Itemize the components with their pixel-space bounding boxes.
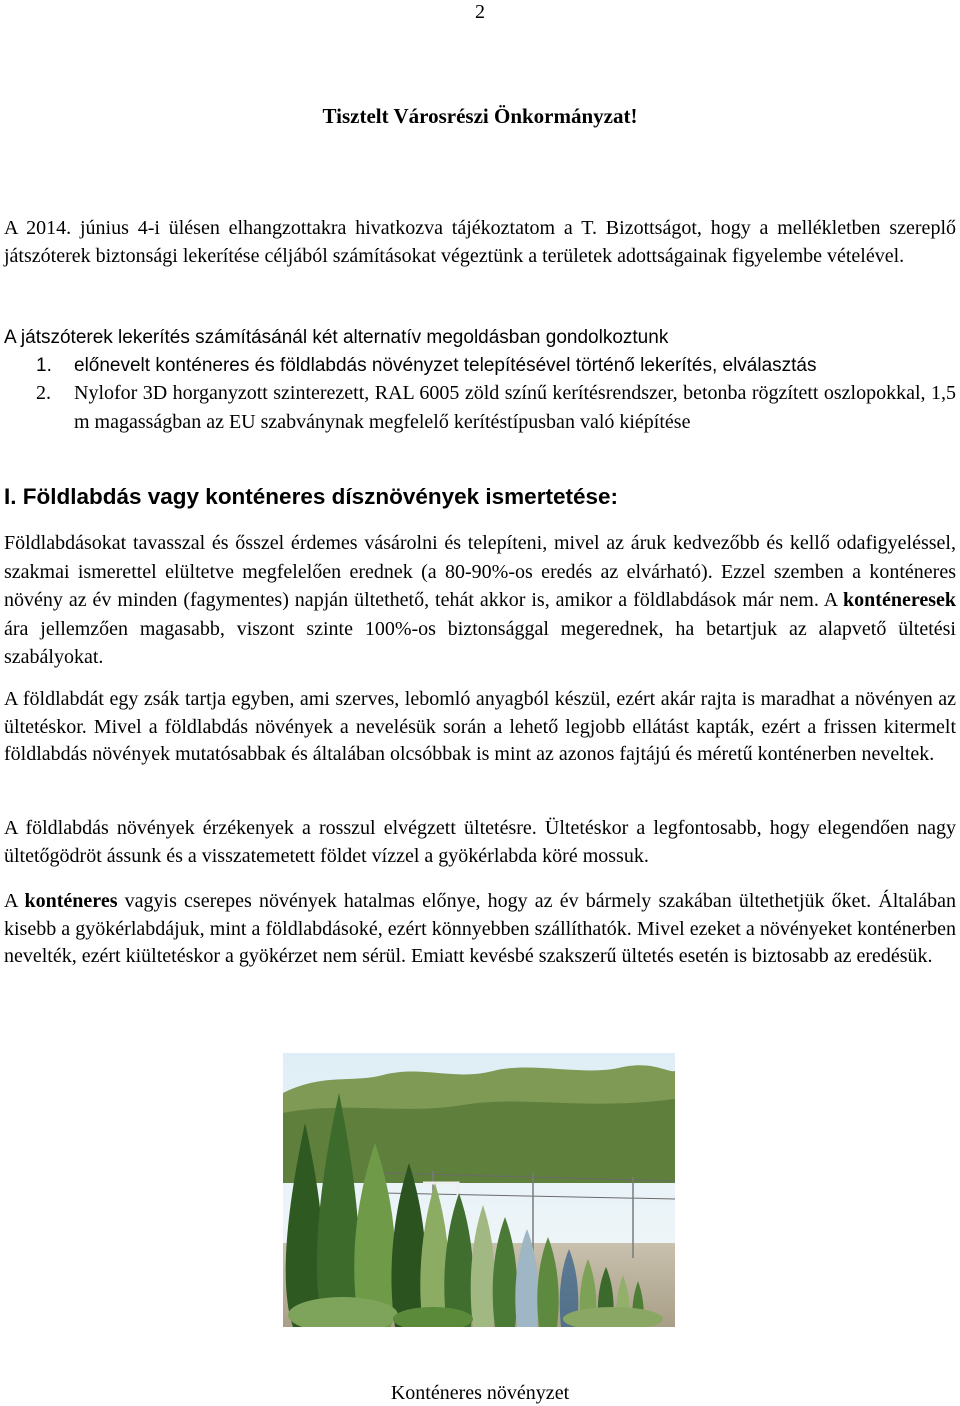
alternatives-heading: A játszóterek lekerítés számításánál két alternatív megoldásban gondolkoztunk: [4, 327, 669, 348]
paragraph-1-part-a: Földlabdásokat tavasszal és ősszel érdemes vásárolni és telepíteni, mivel az áruk kedvezőbb és kellő odafigyeléssel, szakmai ismerettel elültetve megfelelően erednek (a 80-90%-os eredés az elvárható). Ezzel szemben a konténeres növény az év minden (fagymentes) napján ültethető, tehát akkor is, amikor a földlabdások már nem. A: [4, 532, 956, 611]
paragraph-3: A földlabdás növények érzékenyek a rosszul elvégzett ültetésre. Ültetéskor a legfontosabb, hogy elegendően nagy ültetőgödröt ássunk és a visszatemetett földet vízzel a gyökérlabda köré mossuk.: [4, 817, 956, 867]
paragraph-4: [4, 888, 956, 971]
paragraph-1: [4, 529, 956, 672]
paragraph-2: A földlabdát egy zsák tartja egyben, ami szerves, lebomló anyagból készül, ezért akár rajta is maradhat a növényen az ültetéskor. Mivel a földlabdás növények a nevelésük során a lehető legjobb ellátást kapták, ezért a frissen kitermelt földlabdás növények mutatósabbak és általában olcsóbbak is mint az azonos fajtájú és méretű konténerben neveltek.: [4, 688, 956, 765]
alternative-1-number: 1.: [36, 355, 52, 376]
paragraph-1-part-b: ára jellemzően magasabb, viszont szinte 100%-os biztonsággal megerednek, ha betartjuk az alapvető ültetési szabályokat.: [4, 617, 956, 668]
photo-caption: Konténeres növényzet: [390, 1382, 570, 1404]
alternative-1-text: előnevelt konténeres és földlabdás növényzet telepítésével történő lekerítés, elválasztás: [74, 355, 817, 376]
page-number: 2: [475, 1, 485, 23]
section-heading: I. Földlabdás vagy konténeres dísznövények ismertetése:: [4, 484, 618, 509]
paragraph-4-part-a: A: [4, 890, 25, 912]
paragraph-4-part-b: vagyis cserepes növények hatalmas előnye, hogy az év bármely szakában ültethetjük őket. Általában kisebb a gyökérlabdájuk, mint a földlabdásoké, ezért könnyebben szállíthatók. Mivel ezeket a növényeket konténerben nevelték, ezért kiültetéskor a gyökérzet nem sérül. Emiatt kevésbé szakszerű ültetés esetén is biztosabb az eredésük.: [4, 890, 956, 967]
paragraph-1-bold: konténeresek: [843, 589, 956, 611]
alternative-2-number: 2.: [36, 382, 51, 404]
container-plants-photo: [283, 1053, 675, 1327]
alternative-2-text: Nylofor 3D horganyzott szinterezett, RAL 6005 zöld színű kerítésrendszer, betonba rögzített oszlopokkal, 1,5 m magasságban az EU szabványnak megfelelő kerítéstípusban való kiépítése: [74, 382, 956, 433]
intro-paragraph: A 2014. június 4-i ülésen elhangzottakra hivatkozva tájékoztatom a T. Bizottságot, hogy a mellékletben szereplő játszóterek biztonsági lekerítése céljából számításokat végeztünk a területek adottságainak figyelembe vételével.: [4, 217, 956, 267]
paragraph-4-bold: konténeres: [24, 890, 118, 912]
letter-salutation: Tisztelt Városrészi Önkormányzat!: [322, 104, 638, 128]
